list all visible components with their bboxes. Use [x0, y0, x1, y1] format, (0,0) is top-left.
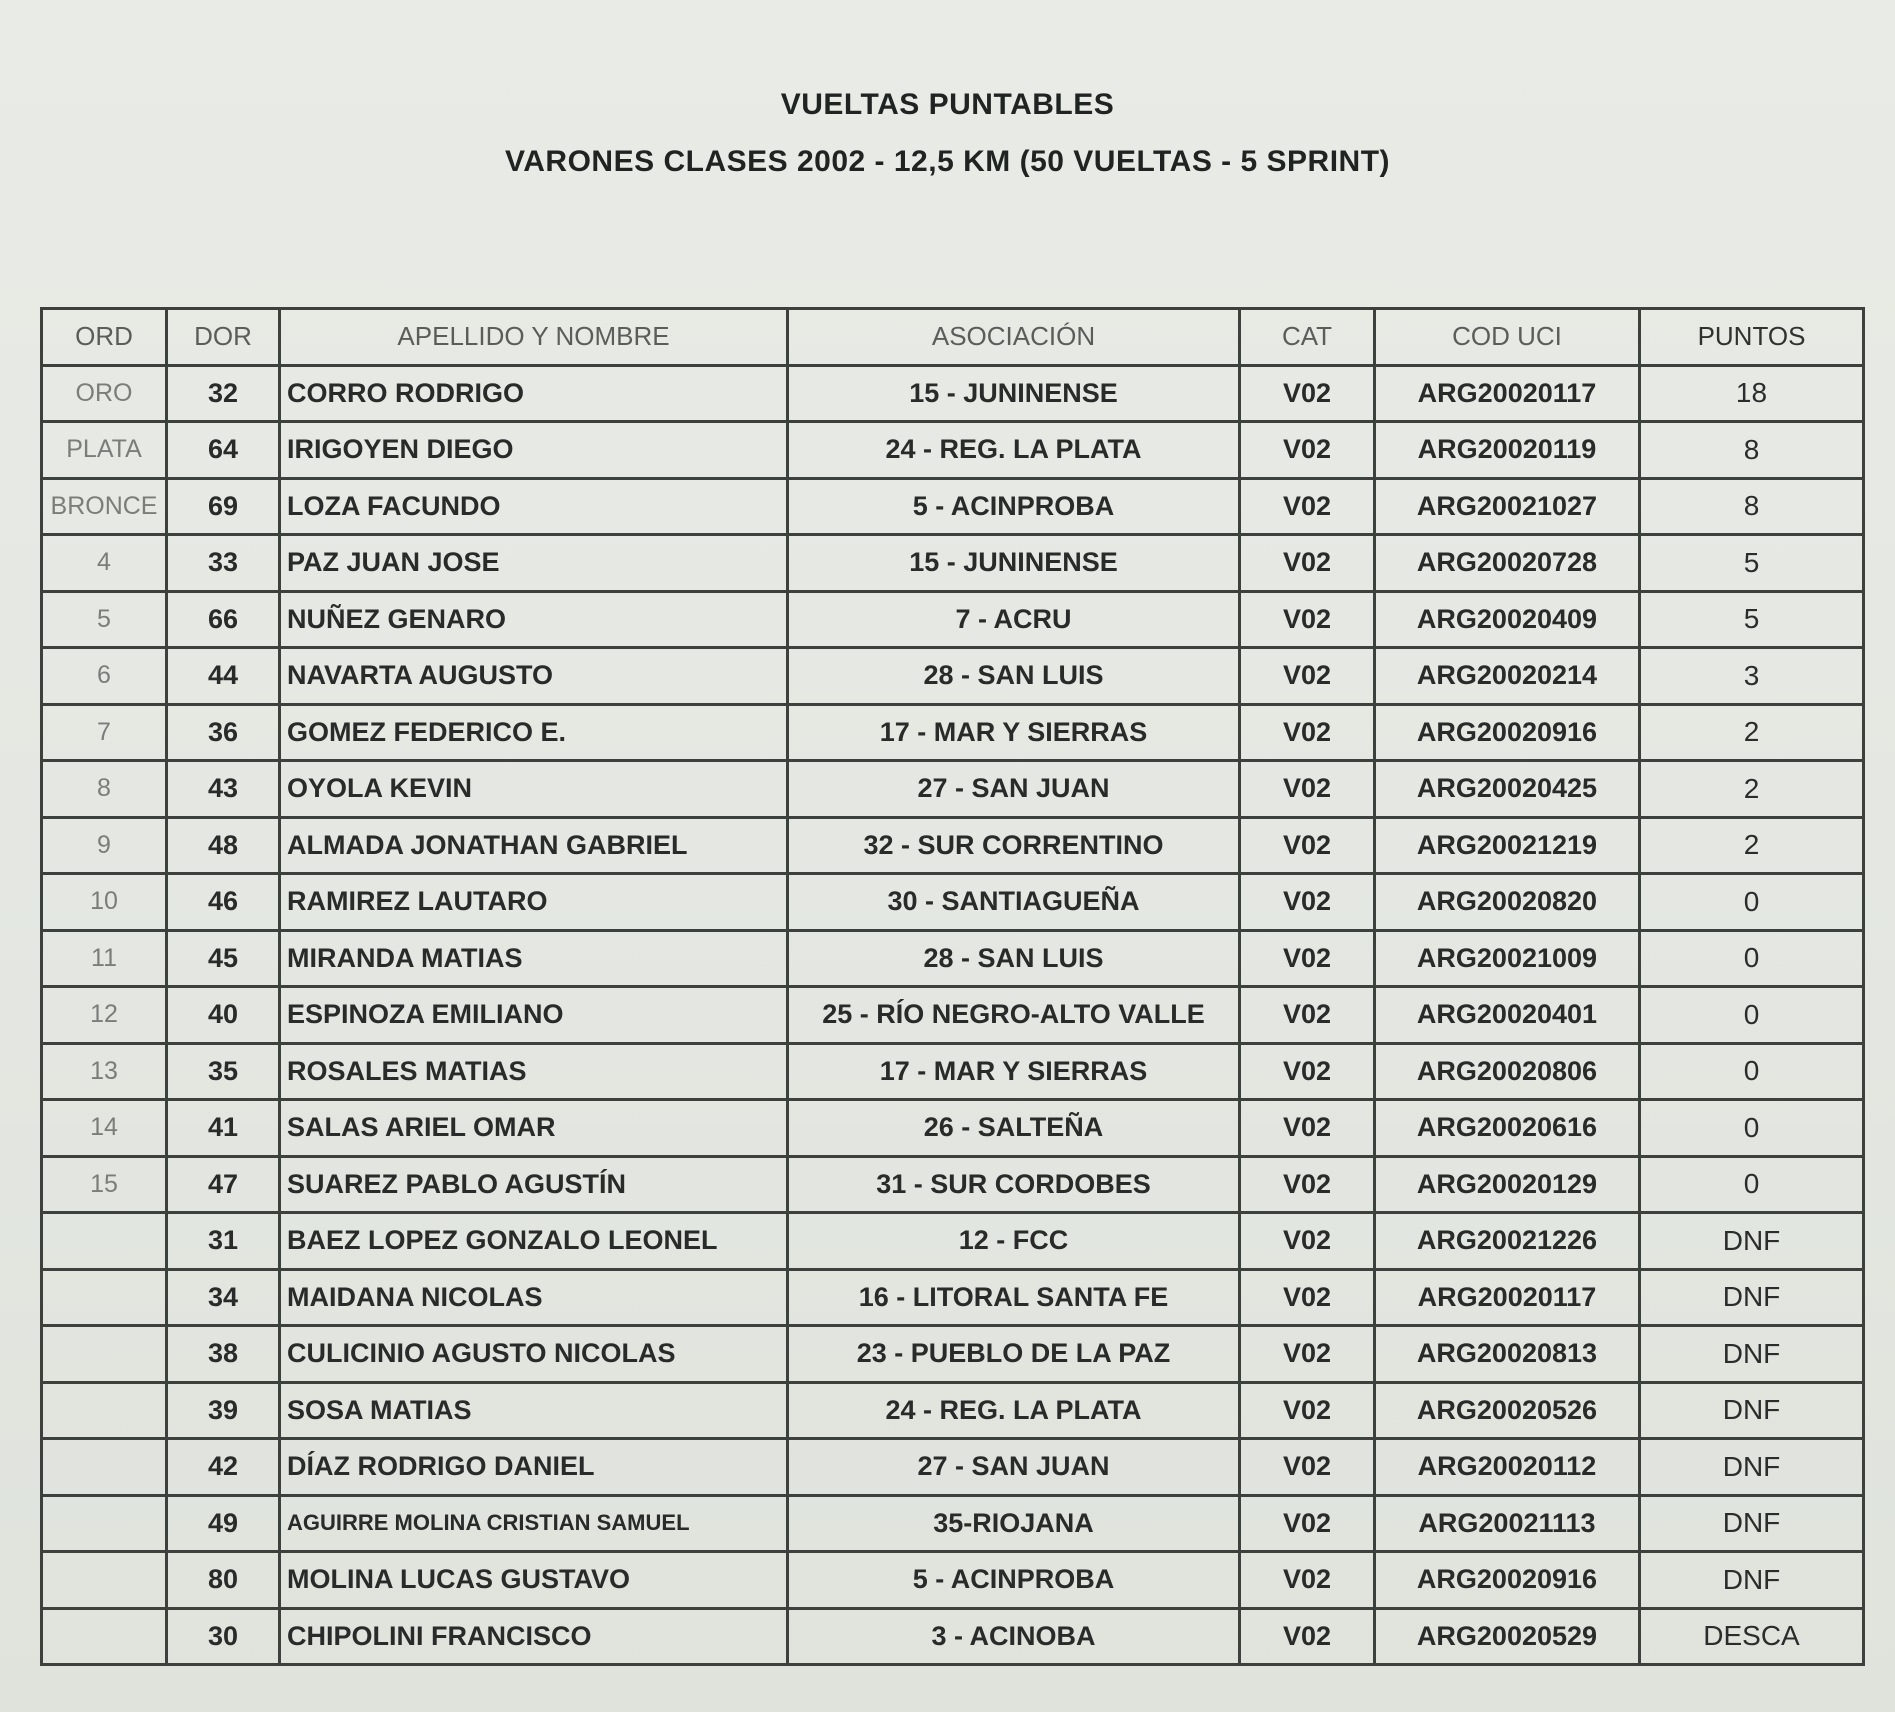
- cell-puntos: DNF: [1640, 1326, 1864, 1383]
- cell-dor: 33: [167, 535, 280, 592]
- cell-puntos: 0: [1640, 1043, 1864, 1100]
- cell-asociacion: 27 - SAN JUAN: [788, 1439, 1240, 1496]
- results-table: [40, 307, 1865, 1666]
- cell-cat: V02: [1240, 535, 1375, 592]
- table-row: [42, 478, 1864, 535]
- cell-puntos: DNF: [1640, 1269, 1864, 1326]
- cell-cod-uci: ARG20020214: [1375, 648, 1640, 705]
- cell-cod-uci: ARG20021009: [1375, 930, 1640, 987]
- table-row: [42, 1495, 1864, 1552]
- cell-ord: 14: [42, 1100, 167, 1157]
- table-row: [42, 422, 1864, 479]
- cell-puntos: 5: [1640, 591, 1864, 648]
- cell-cod-uci: ARG20020529: [1375, 1608, 1640, 1665]
- cell-asociacion: 26 - SALTEÑA: [788, 1100, 1240, 1157]
- table-row: [42, 1100, 1864, 1157]
- cell-asociacion: 23 - PUEBLO DE LA PAZ: [788, 1326, 1240, 1383]
- table-row: [42, 930, 1864, 987]
- cell-cat: V02: [1240, 648, 1375, 705]
- cell-nombre: GOMEZ FEDERICO E.: [280, 704, 788, 761]
- cell-ord: [42, 1382, 167, 1439]
- cell-dor: 38: [167, 1326, 280, 1383]
- cell-nombre: LOZA FACUNDO: [280, 478, 788, 535]
- cell-puntos: 0: [1640, 1100, 1864, 1157]
- cell-asociacion: 3 - ACINOBA: [788, 1608, 1240, 1665]
- table-row: [42, 1269, 1864, 1326]
- cell-cod-uci: ARG20021027: [1375, 478, 1640, 535]
- cell-asociacion: 28 - SAN LUIS: [788, 648, 1240, 705]
- cell-puntos: 8: [1640, 478, 1864, 535]
- cell-ord: [42, 1326, 167, 1383]
- cell-ord: PLATA: [42, 422, 167, 479]
- cell-nombre: DÍAZ RODRIGO DANIEL: [280, 1439, 788, 1496]
- header-cat: CAT: [1240, 309, 1375, 366]
- cell-ord: 4: [42, 535, 167, 592]
- cell-ord: 10: [42, 874, 167, 931]
- header-asociacion: ASOCIACIÓN: [788, 309, 1240, 366]
- cell-cod-uci: ARG20020820: [1375, 874, 1640, 931]
- cell-puntos: 2: [1640, 817, 1864, 874]
- cell-dor: 39: [167, 1382, 280, 1439]
- cell-cod-uci: ARG20020129: [1375, 1156, 1640, 1213]
- cell-cod-uci: ARG20020401: [1375, 987, 1640, 1044]
- table-row: [42, 761, 1864, 818]
- cell-cat: V02: [1240, 1100, 1375, 1157]
- cell-nombre: RAMIREZ LAUTARO: [280, 874, 788, 931]
- table-row: [42, 1043, 1864, 1100]
- cell-nombre: SOSA MATIAS: [280, 1382, 788, 1439]
- cell-ord: 9: [42, 817, 167, 874]
- cell-cod-uci: ARG20020916: [1375, 704, 1640, 761]
- cell-dor: 66: [167, 591, 280, 648]
- cell-cat: V02: [1240, 1213, 1375, 1270]
- cell-dor: 47: [167, 1156, 280, 1213]
- table-row: [42, 1326, 1864, 1383]
- cell-asociacion: 15 - JUNINENSE: [788, 535, 1240, 592]
- cell-ord: [42, 1439, 167, 1496]
- cell-cod-uci: ARG20021226: [1375, 1213, 1640, 1270]
- cell-puntos: 5: [1640, 535, 1864, 592]
- cell-dor: 43: [167, 761, 280, 818]
- cell-nombre: ALMADA JONATHAN GABRIEL: [280, 817, 788, 874]
- cell-nombre: IRIGOYEN DIEGO: [280, 422, 788, 479]
- cell-asociacion: 7 - ACRU: [788, 591, 1240, 648]
- cell-cat: V02: [1240, 817, 1375, 874]
- cell-cat: V02: [1240, 1269, 1375, 1326]
- cell-cat: V02: [1240, 930, 1375, 987]
- cell-ord: 6: [42, 648, 167, 705]
- cell-cod-uci: ARG20020117: [1375, 1269, 1640, 1326]
- cell-asociacion: 27 - SAN JUAN: [788, 761, 1240, 818]
- cell-cod-uci: ARG20020526: [1375, 1382, 1640, 1439]
- cell-asociacion: 24 - REG. LA PLATA: [788, 1382, 1240, 1439]
- cell-ord: [42, 1495, 167, 1552]
- cell-asociacion: 15 - JUNINENSE: [788, 365, 1240, 422]
- table-row: [42, 365, 1864, 422]
- header-row: [42, 309, 1864, 366]
- cell-asociacion: 16 - LITORAL SANTA FE: [788, 1269, 1240, 1326]
- cell-cat: V02: [1240, 987, 1375, 1044]
- cell-nombre: MAIDANA NICOLAS: [280, 1269, 788, 1326]
- cell-dor: 46: [167, 874, 280, 931]
- cell-ord: 8: [42, 761, 167, 818]
- table-row: [42, 704, 1864, 761]
- cell-dor: 41: [167, 1100, 280, 1157]
- cell-ord: 11: [42, 930, 167, 987]
- cell-cat: V02: [1240, 761, 1375, 818]
- cell-puntos: 3: [1640, 648, 1864, 705]
- cell-cat: V02: [1240, 365, 1375, 422]
- cell-cat: V02: [1240, 1552, 1375, 1609]
- cell-cat: V02: [1240, 1326, 1375, 1383]
- cell-nombre: NUÑEZ GENARO: [280, 591, 788, 648]
- cell-cat: V02: [1240, 1382, 1375, 1439]
- cell-cod-uci: ARG20021113: [1375, 1495, 1640, 1552]
- cell-ord: [42, 1269, 167, 1326]
- cell-dor: 45: [167, 930, 280, 987]
- cell-cod-uci: ARG20020425: [1375, 761, 1640, 818]
- cell-puntos: DNF: [1640, 1213, 1864, 1270]
- table-row: [42, 817, 1864, 874]
- cell-dor: 31: [167, 1213, 280, 1270]
- cell-cat: V02: [1240, 874, 1375, 931]
- cell-dor: 69: [167, 478, 280, 535]
- cell-cod-uci: ARG20020806: [1375, 1043, 1640, 1100]
- cell-cod-uci: ARG20020119: [1375, 422, 1640, 479]
- cell-nombre: MIRANDA MATIAS: [280, 930, 788, 987]
- cell-dor: 34: [167, 1269, 280, 1326]
- cell-asociacion: 24 - REG. LA PLATA: [788, 422, 1240, 479]
- cell-asociacion: 25 - RÍO NEGRO-ALTO VALLE: [788, 987, 1240, 1044]
- cell-asociacion: 5 - ACINPROBA: [788, 478, 1240, 535]
- cell-cod-uci: ARG20020813: [1375, 1326, 1640, 1383]
- cell-cod-uci: ARG20020117: [1375, 365, 1640, 422]
- cell-cat: V02: [1240, 1156, 1375, 1213]
- cell-ord: ORO: [42, 365, 167, 422]
- cell-puntos: 0: [1640, 1156, 1864, 1213]
- cell-cat: V02: [1240, 1495, 1375, 1552]
- cell-puntos: 0: [1640, 987, 1864, 1044]
- cell-ord: [42, 1552, 167, 1609]
- header-nombre: APELLIDO Y NOMBRE: [280, 309, 788, 366]
- cell-ord: [42, 1213, 167, 1270]
- cell-asociacion: 35-RIOJANA: [788, 1495, 1240, 1552]
- cell-cat: V02: [1240, 591, 1375, 648]
- cell-asociacion: 31 - SUR CORDOBES: [788, 1156, 1240, 1213]
- cell-dor: 49: [167, 1495, 280, 1552]
- cell-nombre: PAZ JUAN JOSE: [280, 535, 788, 592]
- cell-cod-uci: ARG20020112: [1375, 1439, 1640, 1496]
- cell-dor: 30: [167, 1608, 280, 1665]
- cell-cat: V02: [1240, 478, 1375, 535]
- cell-puntos: DNF: [1640, 1382, 1864, 1439]
- cell-cat: V02: [1240, 704, 1375, 761]
- table-row: [42, 535, 1864, 592]
- cell-puntos: 2: [1640, 761, 1864, 818]
- cell-puntos: 2: [1640, 704, 1864, 761]
- cell-asociacion: 28 - SAN LUIS: [788, 930, 1240, 987]
- cell-cat: V02: [1240, 1439, 1375, 1496]
- page-subtitle: VARONES CLASES 2002 - 12,5 KM (50 VUELTAS - 5 SPRINT): [504, 145, 1391, 178]
- cell-dor: 64: [167, 422, 280, 479]
- table-row: [42, 1608, 1864, 1665]
- cell-cod-uci: ARG20020409: [1375, 591, 1640, 648]
- cell-ord: 7: [42, 704, 167, 761]
- cell-dor: 48: [167, 817, 280, 874]
- cell-nombre: AGUIRRE MOLINA CRISTIAN SAMUEL: [280, 1495, 788, 1552]
- cell-cod-uci: ARG20021219: [1375, 817, 1640, 874]
- cell-nombre: NAVARTA AUGUSTO: [280, 648, 788, 705]
- cell-nombre: CULICINIO AGUSTO NICOLAS: [280, 1326, 788, 1383]
- table-row: [42, 1439, 1864, 1496]
- cell-nombre: OYOLA KEVIN: [280, 761, 788, 818]
- table-row: [42, 1156, 1864, 1213]
- cell-dor: 40: [167, 987, 280, 1044]
- cell-asociacion: 5 - ACINPROBA: [788, 1552, 1240, 1609]
- cell-dor: 35: [167, 1043, 280, 1100]
- cell-cat: V02: [1240, 1043, 1375, 1100]
- cell-asociacion: 12 - FCC: [788, 1213, 1240, 1270]
- cell-puntos: 18: [1640, 365, 1864, 422]
- cell-nombre: BAEZ LOPEZ GONZALO LEONEL: [280, 1213, 788, 1270]
- cell-puntos: 0: [1640, 930, 1864, 987]
- cell-nombre: MOLINA LUCAS GUSTAVO: [280, 1552, 788, 1609]
- cell-puntos: DNF: [1640, 1552, 1864, 1609]
- cell-nombre: SUAREZ PABLO AGUSTÍN: [280, 1156, 788, 1213]
- header-ord: ORD: [42, 309, 167, 366]
- cell-puntos: DNF: [1640, 1439, 1864, 1496]
- cell-nombre: CHIPOLINI FRANCISCO: [280, 1608, 788, 1665]
- cell-puntos: 8: [1640, 422, 1864, 479]
- table-row: [42, 874, 1864, 931]
- cell-cod-uci: ARG20020616: [1375, 1100, 1640, 1157]
- cell-ord: 15: [42, 1156, 167, 1213]
- cell-ord: 12: [42, 987, 167, 1044]
- cell-ord: BRONCE: [42, 478, 167, 535]
- cell-cat: V02: [1240, 422, 1375, 479]
- cell-asociacion: 32 - SUR CORRENTINO: [788, 817, 1240, 874]
- cell-ord: 13: [42, 1043, 167, 1100]
- cell-dor: 36: [167, 704, 280, 761]
- table-row: [42, 1382, 1864, 1439]
- cell-ord: [42, 1608, 167, 1665]
- cell-dor: 32: [167, 365, 280, 422]
- cell-puntos: DNF: [1640, 1495, 1864, 1552]
- cell-cat: V02: [1240, 1608, 1375, 1665]
- cell-dor: 80: [167, 1552, 280, 1609]
- header-dor: DOR: [167, 309, 280, 366]
- cell-asociacion: 17 - MAR Y SIERRAS: [788, 1043, 1240, 1100]
- cell-dor: 44: [167, 648, 280, 705]
- cell-ord: 5: [42, 591, 167, 648]
- cell-puntos: DESCA: [1640, 1608, 1864, 1665]
- header-puntos: PUNTOS: [1640, 309, 1864, 366]
- table-row: [42, 648, 1864, 705]
- table-row: [42, 1213, 1864, 1270]
- cell-asociacion: 17 - MAR Y SIERRAS: [788, 704, 1240, 761]
- cell-nombre: ROSALES MATIAS: [280, 1043, 788, 1100]
- cell-cod-uci: ARG20020916: [1375, 1552, 1640, 1609]
- table-row: [42, 987, 1864, 1044]
- cell-cod-uci: ARG20020728: [1375, 535, 1640, 592]
- cell-nombre: ESPINOZA EMILIANO: [280, 987, 788, 1044]
- table-row: [42, 591, 1864, 648]
- cell-puntos: 0: [1640, 874, 1864, 931]
- page-title: VUELTAS PUNTABLES: [780, 88, 1115, 121]
- cell-nombre: SALAS ARIEL OMAR: [280, 1100, 788, 1157]
- table-row: [42, 1552, 1864, 1609]
- cell-dor: 42: [167, 1439, 280, 1496]
- cell-asociacion: 30 - SANTIAGUEÑA: [788, 874, 1240, 931]
- header-cod-uci: COD UCI: [1375, 309, 1640, 366]
- cell-nombre: CORRO RODRIGO: [280, 365, 788, 422]
